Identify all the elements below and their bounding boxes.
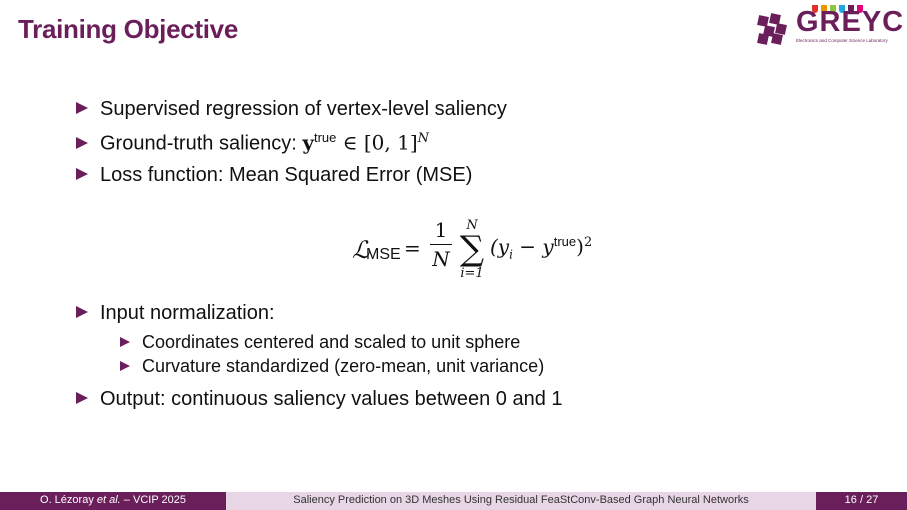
bullet-arrow-icon [76, 392, 88, 404]
sub-bullet-item [120, 332, 520, 353]
sub-bullet-item [120, 356, 544, 377]
logo-subtitle: Electronics and Computer Science Laboratory [796, 38, 888, 43]
formula-lhs: ℒ [352, 238, 370, 264]
body-sub-i: i [509, 247, 513, 262]
bullet-text: Loss function: Mean Squared Error (MSE) [100, 164, 473, 186]
bullet-item [76, 302, 275, 325]
slide-footer [0, 492, 907, 510]
bullet-item [76, 130, 429, 156]
math-interval: ∈ [0, 1] [336, 130, 418, 155]
bullet-text: Supervised regression of vertex-level saliency [100, 98, 507, 120]
bullet-arrow-icon [120, 337, 130, 347]
bullet-arrow-icon [76, 102, 88, 114]
fraction-numerator: 1 [434, 218, 448, 242]
body-right: ) [576, 234, 584, 259]
bullet-text: Output: continuous saliency values between 0 and 1 [100, 388, 563, 410]
bullet-text: Input normalization: [100, 302, 275, 324]
footer-author: O. Lézoray et al. – VCIP 2025 [0, 492, 226, 510]
greyc-logo [756, 0, 906, 46]
bullet-text: Ground-truth saliency: [100, 132, 303, 155]
slide-title: Training Objective [18, 14, 238, 44]
sum-symbol: ∑ [459, 229, 485, 269]
bullet-arrow-icon [76, 137, 88, 149]
formula-body [490, 234, 592, 262]
formula-lhs-sub: MSE [366, 246, 401, 263]
logo-puzzle-icon [756, 12, 792, 44]
sub-bullet-text: Curvature standardized (zero-mean, unit variance) [142, 356, 545, 376]
logo-wordmark: GREYC [796, 6, 905, 38]
footer-page-number: 16 / 27 [816, 492, 907, 510]
body-exp: 2 [583, 235, 593, 250]
sub-bullet-text: Coordinates centered and scaled to unit sphere [142, 332, 521, 352]
body-left: (y [490, 234, 510, 259]
formula-fraction [430, 218, 452, 271]
bullet-item [76, 98, 507, 121]
math-sup: true [313, 130, 337, 145]
bullet-arrow-icon [76, 306, 88, 318]
formula-equals: = [404, 236, 421, 260]
bullet-item [76, 164, 472, 187]
bullet-arrow-icon [76, 168, 88, 180]
fraction-denominator: N [432, 247, 450, 271]
bullet-item [76, 388, 563, 411]
formula-sum [456, 218, 488, 281]
sum-lower: i=1 [460, 266, 484, 281]
bullet-arrow-icon [120, 361, 130, 371]
mse-formula [352, 212, 612, 284]
body-mid: − y [512, 234, 554, 259]
sum-upper: N [466, 218, 478, 233]
footer-talk-title: Saliency Prediction on 3D Meshes Using Residual FeaStConv-Based Graph Neural Networks [226, 492, 816, 510]
math-y: y [302, 130, 314, 155]
math-exp: N [417, 131, 430, 146]
body-sup-true: true [553, 234, 577, 249]
